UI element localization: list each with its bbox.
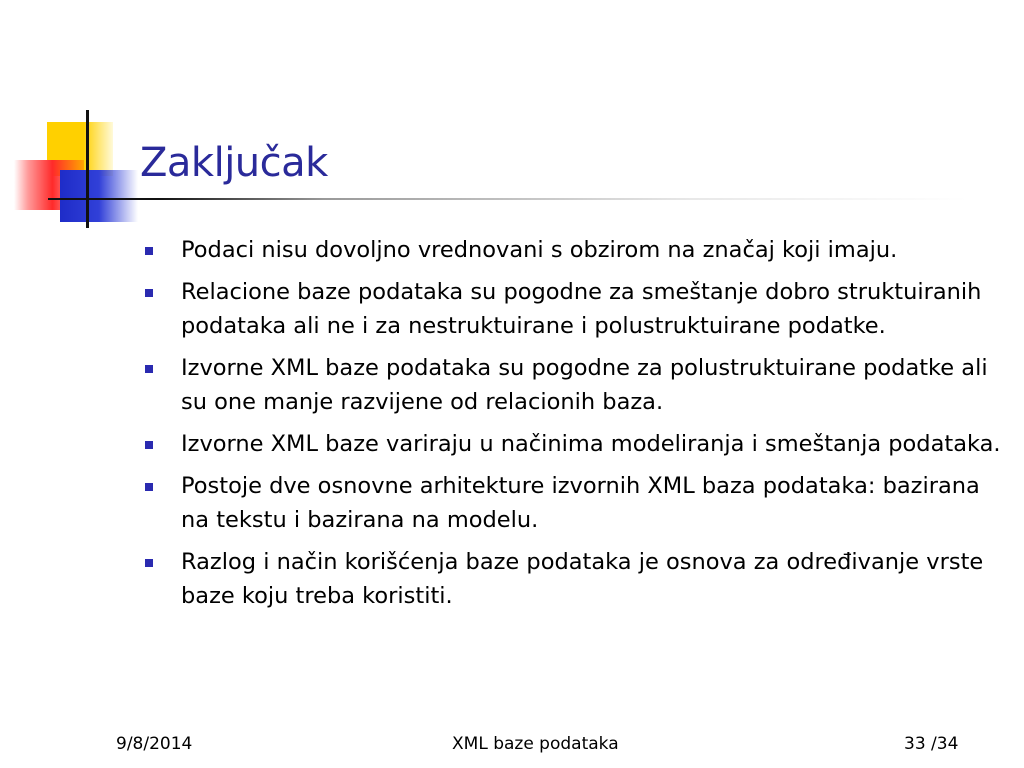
decoration-blue-square: [60, 170, 138, 222]
bullet-text: Relacione baze podataka su pogodne za smeštanje dobro struktuiranih podataka ali ne i za nestruktuirane i polustruktuirane podatke.: [181, 279, 982, 339]
bullet-text: Izvorne XML baze podataka su pogodne za polustruktuirane podatke ali su one manje razvijene od relacionih baza.: [181, 355, 988, 415]
bullet-text: Postoje dve osnovne arhitekture izvornih XML baza podataka: bazirana na tekstu i bazirana na modelu.: [181, 473, 980, 533]
footer-title: XML baze podataka: [452, 734, 619, 754]
bullet-square-icon: [145, 365, 153, 373]
bullet-item: [145, 545, 1005, 613]
bullet-square-icon: [145, 247, 153, 255]
bullet-square-icon: [145, 289, 153, 297]
title-underline: [48, 198, 968, 200]
decoration-vertical-line: [86, 110, 89, 228]
bullet-item: [145, 427, 1005, 461]
bullet-item: [145, 351, 1005, 419]
bullet-item: [145, 275, 1005, 343]
slide-title: Zaključak: [140, 140, 328, 186]
bullet-text: Razlog i način korišćenja baze podataka je osnova za određivanje vrste baze koju treba koristiti.: [181, 549, 984, 609]
bullet-square-icon: [145, 441, 153, 449]
footer-date: 9/8/2014: [116, 734, 193, 754]
bullet-text: Podaci nisu dovoljno vrednovani s obzirom na značaj koji imaju.: [181, 237, 898, 263]
title-decoration: [0, 0, 140, 240]
bullet-text: Izvorne XML baze variraju u načinima modeliranja i smeštanja podataka.: [181, 431, 1001, 457]
bullet-item: [145, 233, 1005, 267]
bullet-square-icon: [145, 483, 153, 491]
bullet-item: [145, 469, 1005, 537]
bullet-list: [145, 233, 1005, 621]
footer-page-number: 33 /34: [904, 734, 959, 754]
bullet-square-icon: [145, 559, 153, 567]
